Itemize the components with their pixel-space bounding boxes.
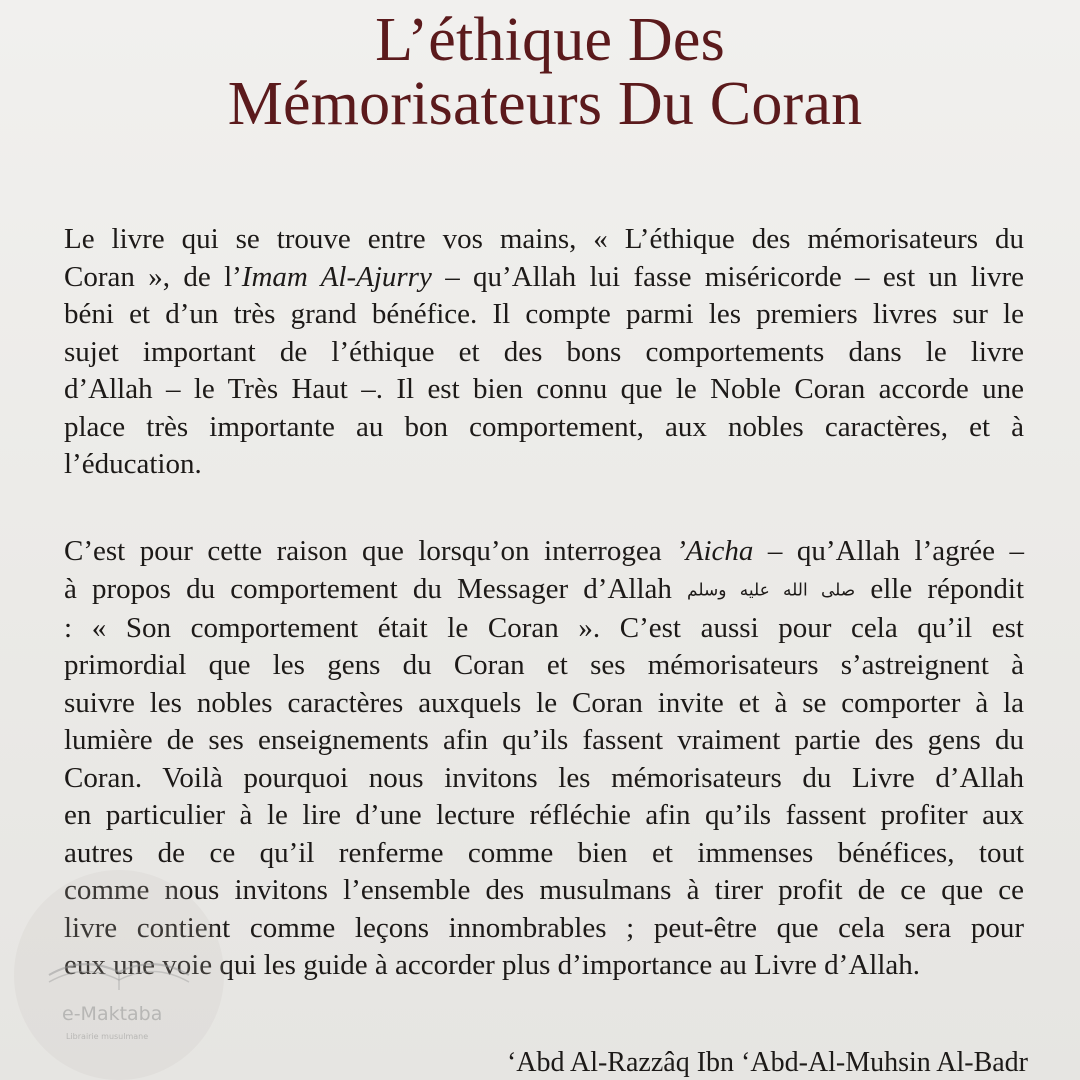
- name-aicha: ’Aicha: [676, 535, 754, 567]
- paragraph-1-line: sujet important de l’éthique et des bons comportements dans le livre: [64, 335, 1024, 368]
- title-line-1: L’éthique Des: [375, 6, 725, 74]
- paragraph-2-line: lumière de ses enseignements afin qu’ils fassent vraiment partie des gens du: [64, 724, 1024, 757]
- paragraph-2-line-1-post: – qu’Allah l’agrée –: [753, 535, 1025, 567]
- paragraph-2-line: : « Son comportement était le Coran ». C’est aussi pour cela qu’il est: [64, 611, 1024, 644]
- paragraph-2-line: livre contient comme leçons innombrables ; peut-être que cela sera pour: [64, 911, 1024, 944]
- paragraph-2: [64, 533, 1024, 985]
- paragraph-1-line-2-pre: Coran », de l’: [64, 260, 242, 293]
- paragraph-2-line: autres de ce qu’il renferme comme bien et immenses bénéfices, tout: [64, 836, 1024, 869]
- paragraph-2-line-2-pre: à propos du comportement du Messager d’Allah: [64, 572, 688, 605]
- paragraph-2-line-1-pre: C’est pour cette raison que lorsqu’on interrogea: [64, 535, 677, 567]
- paragraph-1: [64, 221, 1024, 484]
- paragraph-2-line: primordial que les gens du Coran et ses mémorisateurs s’astreignent à: [64, 649, 1024, 682]
- paragraph-1-line-2-post: – qu’Allah lui fasse miséricorde – est un livre: [431, 260, 1024, 293]
- name-imam-al-ajurry: Imam Al-Ajurry: [241, 260, 432, 293]
- paragraph-1-line: Le livre qui se trouve entre vos mains, « L’éthique des mémorisateurs du: [64, 223, 1024, 255]
- book-title: [0, 8, 1080, 136]
- watermark-tagline: Librairie musulmane: [66, 1032, 149, 1041]
- paragraph-2-line: suivre les nobles caractères auxquels le Coran invite et à se comporter à la: [64, 686, 1024, 719]
- watermark-brand: e-Maktaba: [62, 1003, 163, 1025]
- paragraph-2-line-2-post: elle répondit: [855, 572, 1025, 605]
- arabic-salutation: صلى الله عليه وسلم: [687, 580, 856, 601]
- paragraph-1-line: [64, 259, 1024, 297]
- paragraph-2-line: en particulier à le lire d’une lecture réfléchie afin qu’ils fassent profiter aux: [64, 799, 1024, 832]
- title-line-2: Mémorisateurs Du Coran: [227, 70, 863, 138]
- paragraph-2-line: eux une voie qui les guide à accorder plus d’importance au Livre d’Allah.: [64, 949, 920, 982]
- paragraph-1-line: l’éducation.: [64, 448, 202, 480]
- paragraph-1-line: d’Allah – le Très Haut –. Il est bien connu que le Noble Coran accorde une: [64, 373, 1024, 405]
- paragraph-1-line: place très importante au bon comportement, aux nobles caractères, et à: [64, 410, 1024, 443]
- author-signature: ‘Abd Al-Razzâq Ibn ‘Abd-Al-Muhsin Al-Badr: [506, 1047, 1028, 1078]
- paragraph-1-line: béni et d’un très grand bénéfice. Il compte parmi les premiers livres sur le: [64, 298, 1024, 330]
- paragraph-2-line: Coran. Voilà pourquoi nous invitons les mémorisateurs du Livre d’Allah: [64, 761, 1024, 794]
- paragraph-2-line: [64, 571, 1024, 610]
- paragraph-2-line: [64, 533, 1024, 571]
- paragraph-2-line: comme nous invitons l’ensemble des musulmans à tirer profit de ce que ce: [64, 874, 1024, 907]
